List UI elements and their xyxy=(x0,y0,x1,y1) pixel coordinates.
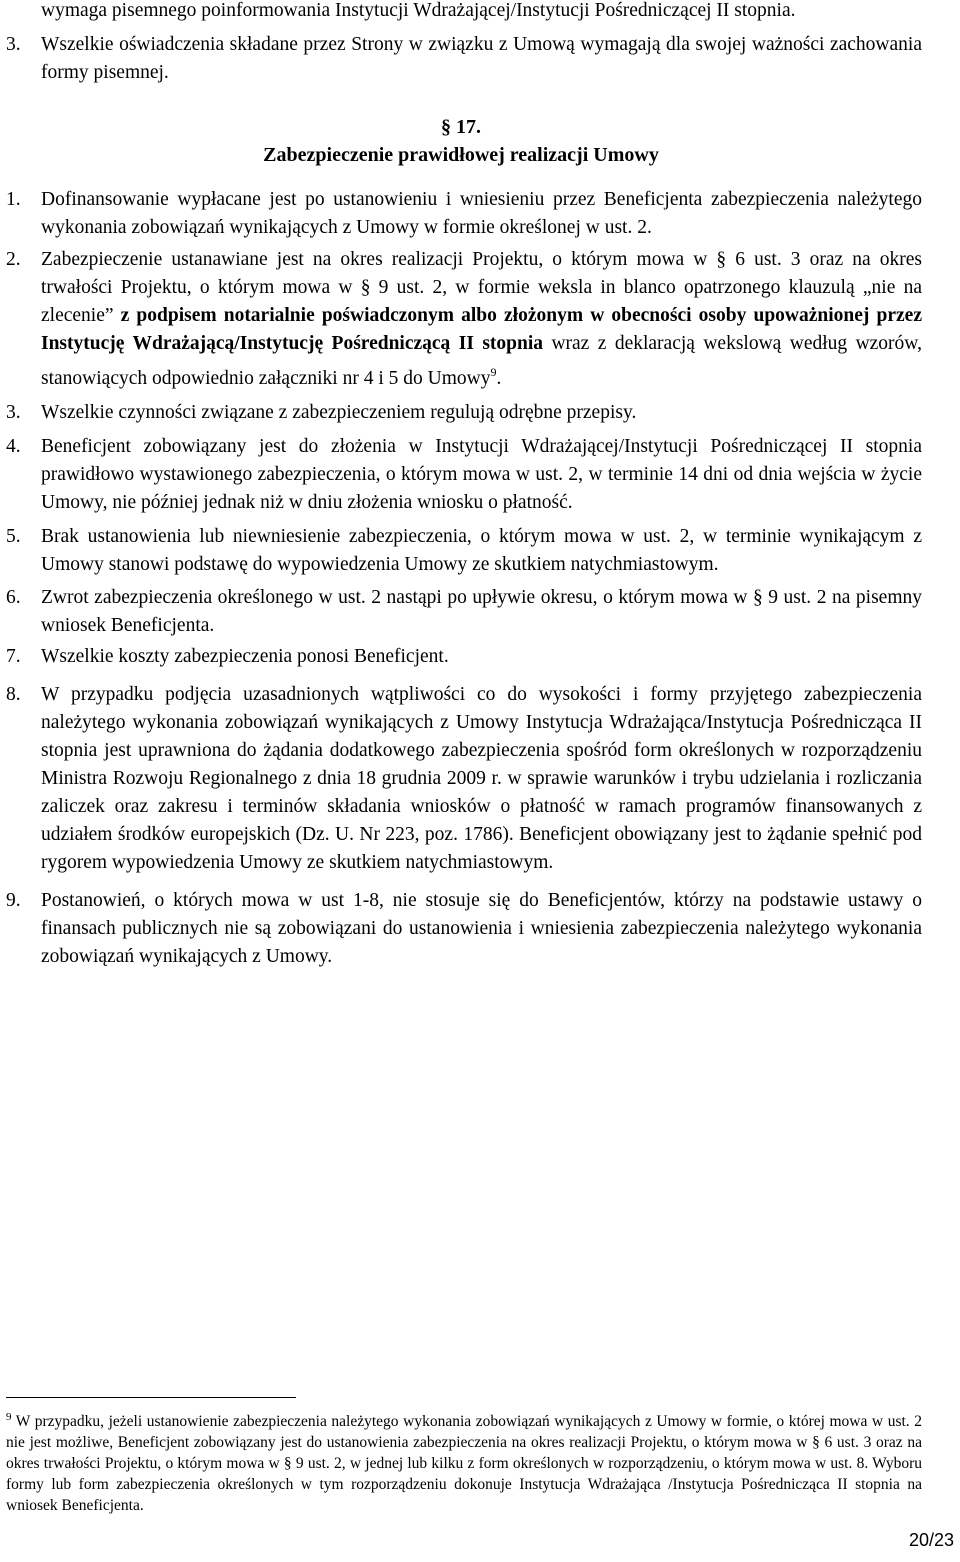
item-number: 3. xyxy=(6,34,21,55)
item-9 xyxy=(0,887,922,971)
item-text-rest: wraz z deklaracją wekslową według wzorów, stanowiących odpowiednio załączniki nr 4 i 5 do Umowy xyxy=(41,333,922,389)
item-8 xyxy=(0,681,922,877)
item-text: Wszelkie czynności związane z zabezpieczeniem regulują odrębne przepisy. xyxy=(41,402,637,423)
prev-item-3 xyxy=(0,31,922,87)
item-number: 3. xyxy=(6,402,21,423)
item-text: Wszelkie koszty zabezpieczenia ponosi Beneficjent. xyxy=(41,646,449,667)
item-6 xyxy=(0,584,922,640)
item-text: Beneficjent zobowiązany jest do złożenia w Instytucji Wdrażającej/Instytucji Pośredniczącej II stopnia prawidłowo wystawionego zabezpieczenia, o którym mowa w ust. 2, w terminie 14 dni od dnia wejścia w życie Umowy, nie później jednak niż w dniu złożenia wniosku o płatność. xyxy=(41,436,922,513)
item-text: Wszelkie oświadczenia składane przez Strony w związku z Umową wymagają dla swojej ważności zachowania formy pisemnej. xyxy=(41,34,922,83)
item-1 xyxy=(0,186,922,242)
item-number: 1. xyxy=(6,189,21,210)
item-2 xyxy=(0,246,922,393)
item-number: 9. xyxy=(6,890,21,911)
item-text: Postanowień, o których mowa w ust 1-8, nie stosuje się do Beneficjentów, którzy na podstawie ustawy o finansach publicznych nie są zobowiązani do ustanowienia i wniesienia zabezpieczenia należytego wykonania zobowiązań wynikających z Umowy. xyxy=(41,890,922,967)
item-5 xyxy=(0,523,922,579)
item-text-end: . xyxy=(496,368,502,389)
footnote-reference: 9 xyxy=(490,365,497,379)
footnote-divider xyxy=(6,1397,296,1398)
item-number: 2. xyxy=(6,249,21,270)
item-text: Zwrot zabezpieczenia określonego w ust. 2 nastąpi po upływie okresu, o którym mowa w § 9 ust. 2 na pisemny wniosek Beneficjenta. xyxy=(41,587,922,636)
item-number: 6. xyxy=(6,587,21,608)
footnote-number: 9 xyxy=(6,1411,12,1423)
item-number: 7. xyxy=(6,646,21,667)
item-text-bold: z podpisem notarialnie poświadczonym albo złożonym w obecności osoby upoważnionej przez Instytucję Wdrażającą/Instytucję Pośredniczącą II stopnia xyxy=(41,305,922,354)
item-text: Dofinansowanie wypłacane jest po ustanowieniu i wniesieniu przez Beneficjenta zabezpieczenia należytego wykonania zobowiązań wynikających z Umowy w formie określonej w ust. 2. xyxy=(41,189,922,238)
item-text: Zabezpieczenie ustanawiane jest na okres realizacji Projektu, o którym mowa w § 6 ust. 3 oraz na okres trwałości Projektu, o którym mowa w § 9 ust. 2, w formie weksla in blanco opatrzonego klauzulą „nie na zlecenie” xyxy=(41,249,922,326)
item-number: 8. xyxy=(6,684,21,705)
footnote-text: W przypadku, jeżeli ustanowienie zabezpieczenia należytego wykonania zobowiązań wynikających z Umowy w formie, o której mowa w ust. 2 nie jest możliwe, Beneficjent zobowiązany jest do ustanowienia zabezpieczenia na okres realizacji Projektu, o którym mowa w § 6 ust. 3 oraz na okres trwałości Projektu, o którym mowa w § 9 ust. 2, w jednej lub kilku z form określonych w rozporządzeniu, o którym mowa w ust. 8. Wyboru formy lub form zabezpieczenia określonych w tym rozporządzeniu dokonuje Instytucja Wdrażająca /Instytucja Pośrednicząca II stopnia na wniosek Beneficjenta. xyxy=(6,1413,922,1514)
page-number: 20/23 xyxy=(908,1530,954,1550)
item-7 xyxy=(0,643,922,671)
item-text: Brak ustanowienia lub niewniesienie zabezpieczenia, o którym mowa w ust. 2, w terminie wynikającym z Umowy stanowi podstawę do wypowiedzenia Umowy ze skutkiem natychmiastowym. xyxy=(41,526,922,575)
item-text: W przypadku podjęcia uzasadnionych wątpliwości co do wysokości i formy przyjętego zabezpieczenia należytego wykonania zobowiązań wynikających z Umowy Instytucja Wdrażająca/Instytucja Pośrednicząca II stopnia jest uprawniona do żądania dodatkowego zabezpieczenia spośród form określonych w rozporządzeniu Ministra Rozwoju Regionalnego z dnia 18 grudnia 2009 r. w sprawie warunków i trybu udzielania i rozliczania zaliczek oraz zakresu i terminów składania wniosków o płatność w ramach programów finansowanych z udziałem środków europejskich (Dz. U. Nr 223, poz. 1786). Beneficjent obowiązany jest to żądanie spełnić pod rygorem wypowiedzenia Umowy ze skutkiem natychmiastowym. xyxy=(41,684,922,873)
item-number: 5. xyxy=(6,526,21,547)
section-title: Zabezpieczenie prawidłowej realizacji Umowy xyxy=(263,144,659,166)
item-4 xyxy=(0,433,922,517)
section-number: § 17. xyxy=(441,116,481,138)
item-3 xyxy=(0,399,922,427)
continuation-text: wymaga pisemnego poinformowania Instytucji Wdrażającej/Instytucji Pośredniczącej II stopnia. xyxy=(41,0,796,21)
footnote xyxy=(6,1407,922,1516)
item-number: 4. xyxy=(6,436,21,457)
